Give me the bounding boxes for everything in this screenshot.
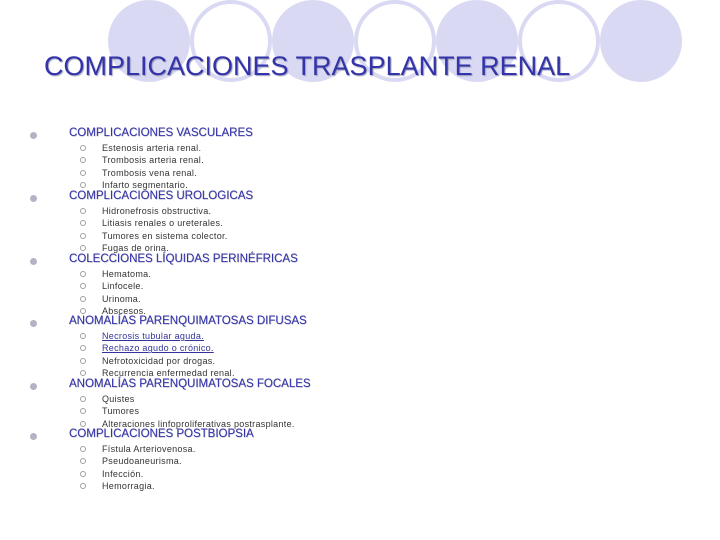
circle-bullet-icon <box>80 233 86 239</box>
circle-bullet-icon <box>80 421 86 427</box>
circle-bullet-icon <box>80 458 86 464</box>
section-heading: COMPLICACIONES UROLOGICAS <box>69 190 254 202</box>
list-item-text: Fístula Arteriovenosa. <box>102 444 196 454</box>
list-item-text: Hidronefrosis obstructiva. <box>102 206 212 216</box>
circle-bullet-icon <box>80 220 86 226</box>
section-bullet-icon <box>30 433 37 440</box>
section-bullet-icon <box>30 132 37 139</box>
circle-bullet-icon <box>80 370 86 376</box>
circle-bullet-icon <box>80 396 86 402</box>
list-item-text: Trombosis arteria renal. <box>102 155 204 166</box>
circle-bullet-icon <box>80 283 86 289</box>
necrosis-link[interactable]: Necrosis tubular aguda. <box>102 331 204 341</box>
list-item-text: Abscesos. <box>102 305 147 316</box>
section-bullet-icon <box>30 195 37 202</box>
list-item-text: Pseudoaneurisma. <box>102 456 182 467</box>
circle-bullet-icon <box>80 182 86 188</box>
list-item-text: Infarto segmentario. <box>102 179 189 190</box>
page-title: COMPLICACIONES TRASPLANTE RENAL <box>44 51 571 81</box>
list-item-text: Tumores en sistema colector. <box>102 230 228 241</box>
list-item-text: Hematoma. <box>102 269 152 279</box>
circle-bullet-icon <box>80 245 86 251</box>
list-item-text: Fugas de orina. <box>102 242 170 253</box>
circle-bullet-icon <box>80 345 86 351</box>
section-heading: COMPLICACIONES POSTBIOPSIA <box>69 428 254 440</box>
list-item-text: Estenosis arteria renal. <box>102 143 202 153</box>
circle-bullet-icon <box>80 333 86 339</box>
section-bullet-icon <box>30 258 37 265</box>
circle-bullet-icon <box>80 446 86 452</box>
list-item-text: Linfocele. <box>102 281 144 292</box>
circle-bullet-icon <box>80 208 86 214</box>
circle-bullet-icon <box>80 483 86 489</box>
section-bullet-icon <box>30 383 37 390</box>
list-item-text: Alteraciones linfoproliferativas postrasplante. <box>102 418 295 429</box>
rechazo-link[interactable]: Rechazo agudo o crónico. <box>102 343 214 354</box>
list-item-text: Litiasis renales o ureterales. <box>102 218 224 229</box>
circle-bullet-icon <box>80 145 86 151</box>
circle-bullet-icon <box>80 308 86 314</box>
circle-bullet-icon <box>80 170 86 176</box>
circle-bullet-icon <box>80 408 86 414</box>
list-item-text: Recurrencia enfermedad renal. <box>102 367 235 378</box>
list-item-text: Quistes <box>102 394 135 404</box>
list-item-text: Tumores <box>102 406 140 417</box>
list-item-text: Hemorragia. <box>102 480 155 491</box>
list-item-text: Infección. <box>102 468 144 479</box>
list-item-text: Trombosis vena renal. <box>102 167 198 178</box>
circle-bullet-icon <box>80 471 86 477</box>
section-heading: ANOMALÍAS PARENQUIMATOSAS FOCALES <box>69 378 311 390</box>
circle-bullet-icon <box>80 358 86 364</box>
section-heading: COMPLICACIONES VASCULARES <box>69 127 253 139</box>
section-heading: ANOMALÍAS PARENQUIMATOSAS DIFUSAS <box>69 315 307 327</box>
circle-bullet-icon <box>80 157 86 163</box>
section-bullet-icon <box>30 320 37 327</box>
circle-bullet-icon <box>80 271 86 277</box>
circle-bullet-icon <box>80 296 86 302</box>
list-item-text: Nefrotoxicidad por drogas. <box>102 355 216 366</box>
list-item-text: Urinoma. <box>102 293 141 304</box>
section-heading: COLECCIONES LÍQUIDAS PERINÉFRICAS <box>69 253 298 265</box>
